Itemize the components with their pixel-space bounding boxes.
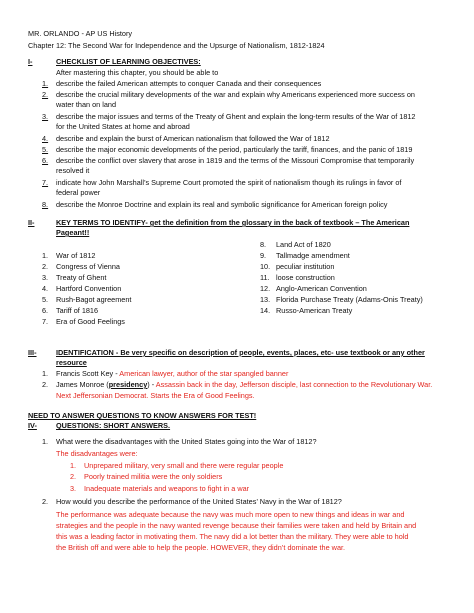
term-number: 6. bbox=[42, 306, 49, 315]
objective-number: 4. bbox=[42, 134, 49, 143]
section-3-title: IDENTIFICATION - Be very specific on description of people, events, places, etc- use textbook or any other bbox=[56, 348, 425, 357]
term-text: War of 1812 bbox=[56, 251, 96, 260]
term-text: Land Act of 1820 bbox=[276, 240, 331, 249]
objective-number: 7. bbox=[42, 178, 49, 187]
identification-number: 2. bbox=[42, 380, 49, 389]
answer-item-text: Poorly trained militia were the only soldiers bbox=[84, 472, 223, 481]
section-1-numeral: I- bbox=[28, 57, 33, 66]
question-text: What were the disadvantages with the United States going into the War of 1812? bbox=[56, 437, 317, 446]
term-number: 14. bbox=[260, 306, 271, 315]
identification-answer: American lawyer, author of the star spangled banner bbox=[119, 369, 289, 378]
identification-name-close: ) - bbox=[147, 380, 156, 389]
term-number: 5. bbox=[42, 295, 49, 304]
answer-item-number: 2. bbox=[70, 472, 77, 481]
answer-paragraph-line: this was a leading factor in motivating them. The navy did a lot better than the military. They were able to hold bbox=[56, 532, 409, 541]
answer-item-number: 3. bbox=[70, 484, 77, 493]
term-number: 8. bbox=[260, 240, 267, 249]
answer-item-text: Unprepared military, very small and there were regular people bbox=[84, 461, 284, 470]
identification-name: James Monroe ( bbox=[56, 380, 109, 389]
course-title: MR. ORLANDO - AP US History bbox=[28, 29, 133, 38]
objective-number: 8. bbox=[42, 200, 49, 209]
identification-entry bbox=[56, 369, 288, 378]
objective-text: describe the crucial military developments of the war and explain why Americans experienced more success on bbox=[56, 90, 415, 99]
question-text: How would you describe the performance of the United States’ Navy in the War of 1812? bbox=[56, 497, 342, 506]
section-3-title-continued: resource bbox=[56, 358, 87, 367]
answer-intro: The disadvantages were: bbox=[56, 449, 138, 458]
term-number: 2. bbox=[42, 262, 49, 271]
objective-text: describe the major issues and terms of the Treaty of Ghent and explain the long-term results of the War of 1812 bbox=[56, 112, 416, 121]
section-2-title-continued: Pageant!! bbox=[56, 228, 90, 237]
answer-item-number: 1. bbox=[70, 461, 77, 470]
term-text: Tallmadge amendment bbox=[276, 251, 350, 260]
question-number: 1. bbox=[42, 437, 49, 446]
objective-number: 2. bbox=[42, 90, 49, 99]
objective-text: describe the Monroe Doctrine and explain its real and symbolic significance for American foreign policy bbox=[56, 200, 388, 209]
objective-text-continued: for the United States at home and abroad bbox=[56, 122, 190, 131]
identification-answer: Assassin back in the day, Jefferson disciple, last connection to the Revolutionary War. bbox=[155, 380, 433, 389]
objective-text: describe the major economic developments of the period, particularly the tariff, finances, and the panic of 1819 bbox=[56, 145, 413, 154]
answer-paragraph-line: The performance was adequate because the navy was much more open to new things and ideas in war and bbox=[56, 510, 405, 519]
answer-paragraph-line: the British off and were able to help the people. HOWEVER, they didn’t dominate the war. bbox=[56, 543, 346, 552]
objective-number: 3. bbox=[42, 112, 49, 121]
term-text: Anglo-American Convention bbox=[276, 284, 367, 293]
section-4-numeral: IV- bbox=[28, 421, 37, 430]
term-text: Rush-Bagot agreement bbox=[56, 295, 132, 304]
term-text: Congress of Vienna bbox=[56, 262, 120, 271]
answer-paragraph-line: strategies and the people in the navy wanted revenge because their families were taken and held by Britain and bbox=[56, 521, 417, 530]
section-1-title: CHECKLIST OF LEARNING OBJECTIVES: bbox=[56, 57, 201, 66]
term-number: 3. bbox=[42, 273, 49, 282]
section-2-title: KEY TERMS TO IDENTIFY- get the definition from the glossary in the back of textbook – The American bbox=[56, 218, 410, 227]
chapter-title: Chapter 12: The Second War for Independence and the Upsurge of Nationalism, 1812-1824 bbox=[28, 41, 325, 50]
term-number: 12. bbox=[260, 284, 271, 293]
identification-name: Francis Scott Key - bbox=[56, 369, 120, 378]
term-number: 10. bbox=[260, 262, 271, 271]
objective-number: 5. bbox=[42, 145, 49, 154]
objective-text: describe the failed American attempts to conquer Canada and their consequences bbox=[56, 79, 322, 88]
term-text: peculiar institution bbox=[276, 262, 335, 271]
objective-number: 6. bbox=[42, 156, 49, 165]
objective-text-continued: federal power bbox=[56, 188, 101, 197]
term-text: Russo-American Treaty bbox=[276, 306, 353, 315]
section-2-numeral: II- bbox=[28, 218, 35, 227]
term-text: Hartford Convention bbox=[56, 284, 122, 293]
objective-text-continued: water than on land bbox=[56, 100, 117, 109]
question-number: 2. bbox=[42, 497, 49, 506]
objective-text: describe and explain the burst of American nationalism that followed the War of 1812 bbox=[56, 134, 330, 143]
term-number: 4. bbox=[42, 284, 49, 293]
objectives-intro: After mastering this chapter, you should be able to bbox=[56, 68, 219, 77]
objective-number: 1. bbox=[42, 79, 49, 88]
term-text: Tariff of 1816 bbox=[56, 306, 99, 315]
section-3-numeral: III- bbox=[28, 348, 37, 357]
term-number: 11. bbox=[260, 273, 270, 282]
term-text: Era of Good Feelings bbox=[56, 317, 125, 326]
section-4-title: QUESTIONS: SHORT ANSWERS. bbox=[56, 421, 171, 430]
term-text: loose construction bbox=[276, 273, 335, 282]
term-number: 1. bbox=[42, 251, 49, 260]
identification-number: 1. bbox=[42, 369, 49, 378]
objective-text-continued: resolved it bbox=[56, 166, 90, 175]
term-text: Florida Purchase Treaty (Adams-Onis Treaty) bbox=[276, 295, 423, 304]
term-number: 13. bbox=[260, 295, 271, 304]
objective-text: describe the conflict over slavery that arose in 1819 and the terms of the Missouri Compromise that temporarily bbox=[56, 156, 415, 165]
term-text: Treaty of Ghent bbox=[56, 273, 107, 282]
identification-name-emphasis: presidency bbox=[108, 380, 148, 389]
identification-entry bbox=[56, 380, 432, 389]
answer-item-text: Inadequate materials and weapons to fight in a war bbox=[84, 484, 250, 493]
term-number: 7. bbox=[42, 317, 49, 326]
test-notice: NEED TO ANSWER QUESTIONS TO KNOW ANSWERS FOR TEST! bbox=[28, 411, 257, 420]
identification-answer-continued: Next Jeffersonian Democrat. Starts the Era of Good Feelings. bbox=[56, 391, 255, 400]
term-number: 9. bbox=[260, 251, 267, 260]
objective-text: indicate how John Marshall’s Supreme Court promoted the spirit of nationalism though its rulings in favor of bbox=[56, 178, 402, 187]
